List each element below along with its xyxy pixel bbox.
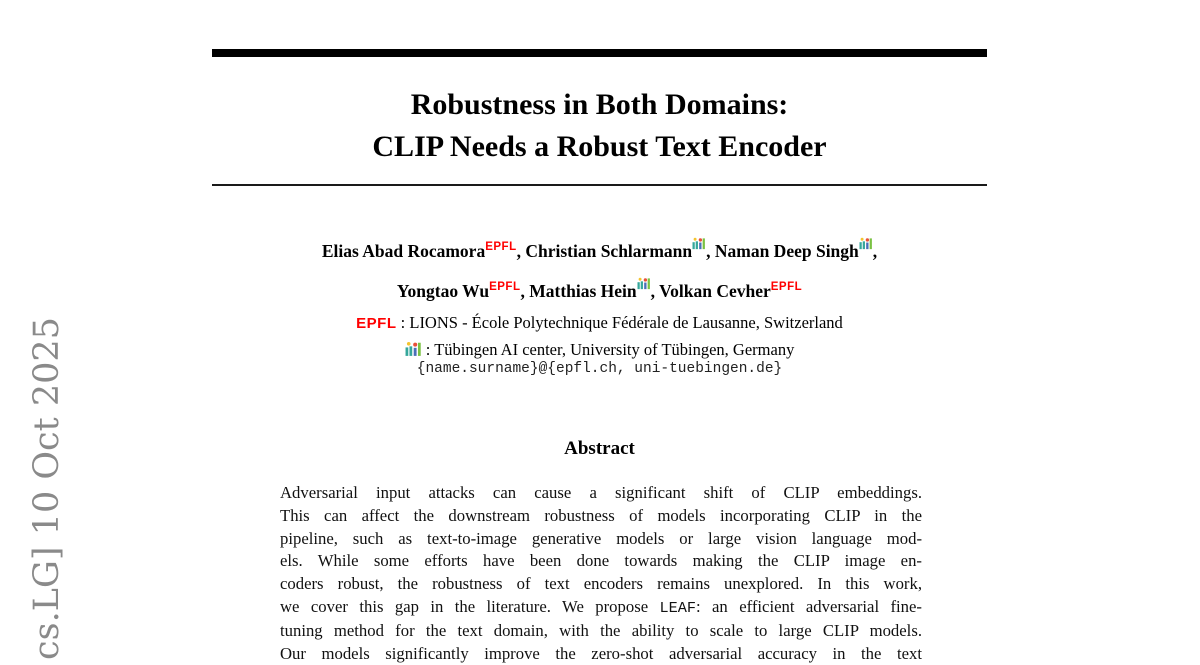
- abstract-line-text: we cover this gap in the literature. We propose: [280, 596, 660, 616]
- author-name: Yongtao Wu: [396, 281, 490, 301]
- abstract-line: els. While some efforts have been done towards making the CLIP image en-: [280, 551, 922, 571]
- abstract-line: [280, 596, 922, 620]
- abstract-line: tuning method for the text domain, with the ability to scale to large CLIP models.: [280, 620, 922, 640]
- author-name: Naman Deep Singh: [714, 241, 859, 261]
- tuebingen-ai-logo-icon: [859, 238, 873, 254]
- affiliation-epfl: [212, 313, 987, 333]
- epfl-affiliation-mark: EPFL: [770, 281, 803, 293]
- abstract-line: coders robust, the robustness of text encoders remains unexplored. In this work,: [280, 574, 922, 594]
- author-name: Elias Abad Rocamora: [321, 241, 486, 261]
- author-name: Matthias Hein: [529, 281, 637, 301]
- affiliation-tuebingen: [212, 340, 987, 360]
- leaf-method-name: LEAF: [659, 598, 696, 617]
- paper-title: [212, 84, 987, 168]
- author-separator: ,: [516, 241, 526, 261]
- epfl-affiliation-mark: EPFL: [485, 241, 517, 253]
- abstract-line: pipeline, such as text-to-image generative models or large vision language mod-: [280, 528, 922, 548]
- authors-line-2: [212, 277, 987, 302]
- abstract-line: Adversarial input attacks can cause a significant shift of CLIP embeddings.: [280, 483, 922, 502]
- author-separator: ,: [650, 281, 660, 301]
- top-rule: [212, 49, 987, 57]
- authors-line-1: [212, 237, 987, 262]
- paper-title-line2: CLIP Needs a Robust Text Encoder: [372, 130, 827, 163]
- tuebingen-ai-logo-icon: [692, 238, 706, 254]
- tuebingen-ai-logo-icon: [637, 278, 651, 294]
- affiliation-separator: :: [421, 340, 435, 359]
- abstract-line: Our models significantly improve the zero-shot adversarial accuracy in the text: [280, 643, 922, 663]
- author-separator: ,: [520, 281, 530, 301]
- abstract-heading: Abstract: [564, 438, 635, 459]
- author-name: Christian Schlarmann: [525, 241, 693, 261]
- affiliation-text: Tübingen AI center, University of Tübingen, Germany: [434, 340, 795, 359]
- abstract-body: [280, 482, 922, 665]
- epfl-affiliation-mark: EPFL: [489, 281, 521, 293]
- abstract-line-text: : an efficient adversarial fine-: [695, 596, 922, 616]
- abstract-line: This can affect the downstream robustness of models incorporating CLIP in the: [280, 505, 922, 525]
- affiliation-separator: :: [396, 313, 410, 332]
- affiliation-text: LIONS - École Polytechnique Fédérale de Lausanne, Switzerland: [409, 313, 843, 332]
- title-separator-rule: [212, 184, 987, 186]
- author-separator: ,: [872, 241, 878, 261]
- epfl-logo: EPFL: [356, 315, 397, 332]
- arxiv-stamp: cs.LG] 10 Oct 2025: [27, 317, 67, 660]
- author-separator: ,: [706, 241, 715, 261]
- paper-title-line1: Robustness in Both Domains:: [410, 88, 789, 121]
- email-line: {name.surname}@{epfl.ch, uni-tuebingen.de}: [416, 361, 783, 377]
- tuebingen-ai-logo-icon: [405, 340, 422, 359]
- author-name: Volkan Cevher: [659, 281, 771, 301]
